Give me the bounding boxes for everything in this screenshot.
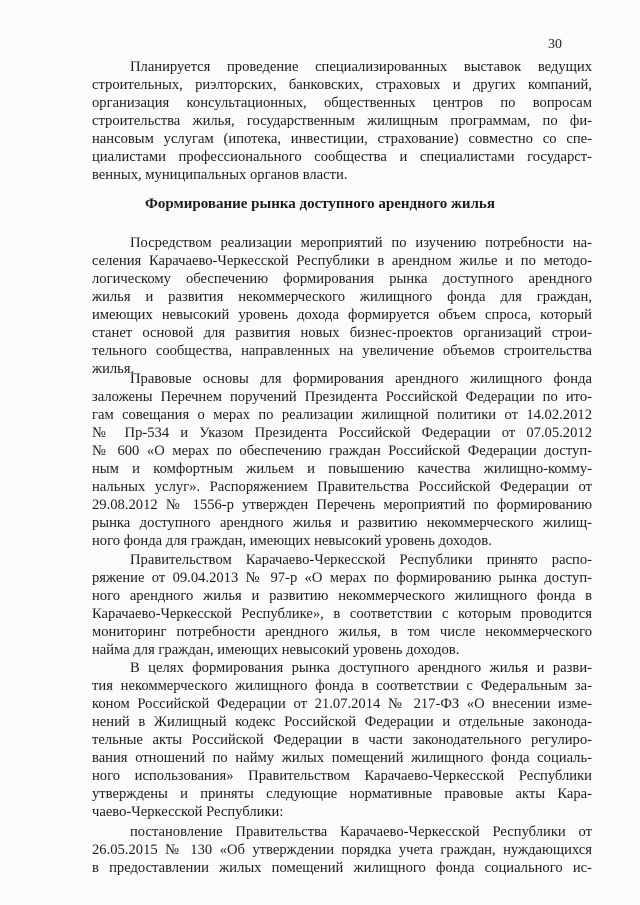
text-line: тельные акты Российской Федерации в части законодательного регулиро- bbox=[92, 732, 592, 748]
text-line: № 600 «О мерах по обеспечению граждан Российской Федерации доступ- bbox=[92, 443, 592, 459]
text-line: Карачаево-Черкесской Республике», в соответствии с которым проводится bbox=[92, 606, 592, 622]
text-line: станет основой для развития новых бизнес-проектов организаций строи- bbox=[92, 325, 592, 341]
text-line: в предоставлении жилых помещений жилищного фонда социального ис- bbox=[92, 860, 592, 876]
text-line: найма для граждан, имеющих невысокий уровень доходов. bbox=[92, 642, 460, 658]
text-line: нений в Жилищный кодекс Российской Федерации и отдельные законода- bbox=[92, 714, 592, 730]
text-line: имеющих невысокий уровень дохода формируется объем спроса, который bbox=[92, 307, 592, 323]
section-heading: Формирование рынка доступного арендного жилья bbox=[145, 196, 495, 212]
text-line: чаево-Черкесской Республики: bbox=[92, 804, 284, 820]
text-line: Посредством реализации мероприятий по изучению потребности на- bbox=[130, 235, 592, 251]
text-line: ного арендного жилья и развитию некоммерческого жилищного фонда в bbox=[92, 588, 592, 604]
text-line: тия некоммерческого жилищного фонда в соответствии с Федеральным за- bbox=[92, 678, 592, 694]
text-line: 29.08.2012 № 1556-р утвержден Перечень мероприятий по формированию bbox=[92, 497, 592, 513]
text-line: нальных услуг». Распоряжением Правительства Российской Федерации от bbox=[92, 479, 592, 495]
text-line: Правовые основы для формирования арендного жилищного фонда bbox=[130, 371, 592, 387]
text-line: коном Российской Федерации от 21.07.2014 № 217-ФЗ «О внесении изме- bbox=[92, 696, 592, 712]
text-line: венных, муниципальных органов власти. bbox=[92, 167, 348, 183]
paragraph-federal-law bbox=[92, 659, 592, 821]
paragraph-resolution bbox=[92, 823, 592, 877]
text-line: Правительством Карачаево-Черкесской Республики принято распо- bbox=[130, 552, 592, 568]
text-line: 26.05.2015 № 130 «Об утверждении порядка учета граждан, нуждающихся bbox=[92, 842, 592, 858]
text-line: селения Карачаево-Черкесской Республики в арендном жилье и по методо- bbox=[92, 253, 592, 269]
text-line: вания отношений по найму жилых помещений жилищного фонда социаль- bbox=[92, 750, 592, 766]
text-line: ного фонда для граждан, имеющих невысокий уровень доходов. bbox=[92, 533, 492, 549]
page-number: 30 bbox=[548, 37, 562, 52]
text-line: мониторинг потребности арендного жилья, в том числе некоммерческого bbox=[92, 624, 592, 640]
text-line: заложены Перечнем поручений Президента Российской Федерации по ито- bbox=[92, 389, 592, 405]
text-line: В целях формирования рынка доступного арендного жилья и разви- bbox=[130, 660, 592, 676]
paragraph-exhibitions bbox=[92, 58, 592, 184]
paragraph-demand-study bbox=[92, 234, 592, 378]
text-line: тельного сообщества, направленных на увеличение объемов строительства bbox=[92, 343, 592, 359]
text-line: жилья. bbox=[92, 361, 135, 377]
text-line: организация консультационных, общественных центров по вопросам bbox=[92, 95, 592, 111]
text-line: № Пр-534 и Указом Президента Российской Федерации от 07.05.2012 bbox=[92, 425, 592, 441]
text-line: рынка доступного арендного жилья и развитию некоммерческого жилищ- bbox=[92, 515, 592, 531]
text-line: гам совещания о мерах по реализации жилищной политики от 14.02.2012 bbox=[92, 407, 592, 423]
text-line: логическому обеспечению формирования рынка доступного арендного bbox=[92, 271, 592, 287]
text-line: нансовым услугам (ипотека, инвестиции, страхование) совместно со спе- bbox=[92, 131, 592, 147]
text-line: утверждены и приняты следующие нормативные правовые акты Кара- bbox=[92, 786, 592, 802]
text-line: ряжение от 09.04.2013 № 97-р «О мерах по формированию рынка доступ- bbox=[92, 570, 592, 586]
text-line: циалистами профессионального сообщества и специалистами государст- bbox=[92, 149, 592, 165]
text-line: ным и комфортным жильем и повышению качества жилищно-комму- bbox=[92, 461, 592, 477]
text-line: строительства жилья, государственным жилищным программам, по фи- bbox=[92, 113, 592, 129]
text-line: Планируется проведение специализированных выставок ведущих bbox=[130, 59, 592, 75]
text-line: жилья и развития некоммерческого жилищного фонда для граждан, bbox=[92, 289, 592, 305]
text-line: строительных, риэлторских, банковских, страховых и других компаний, bbox=[92, 77, 592, 93]
text-line: постановление Правительства Карачаево-Черкесской Республики от bbox=[130, 824, 592, 840]
paragraph-government-order bbox=[92, 551, 592, 659]
paragraph-legal-basis bbox=[92, 370, 592, 550]
text-line: ного использования» Правительством Карачаево-Черкесской Республики bbox=[92, 768, 592, 784]
